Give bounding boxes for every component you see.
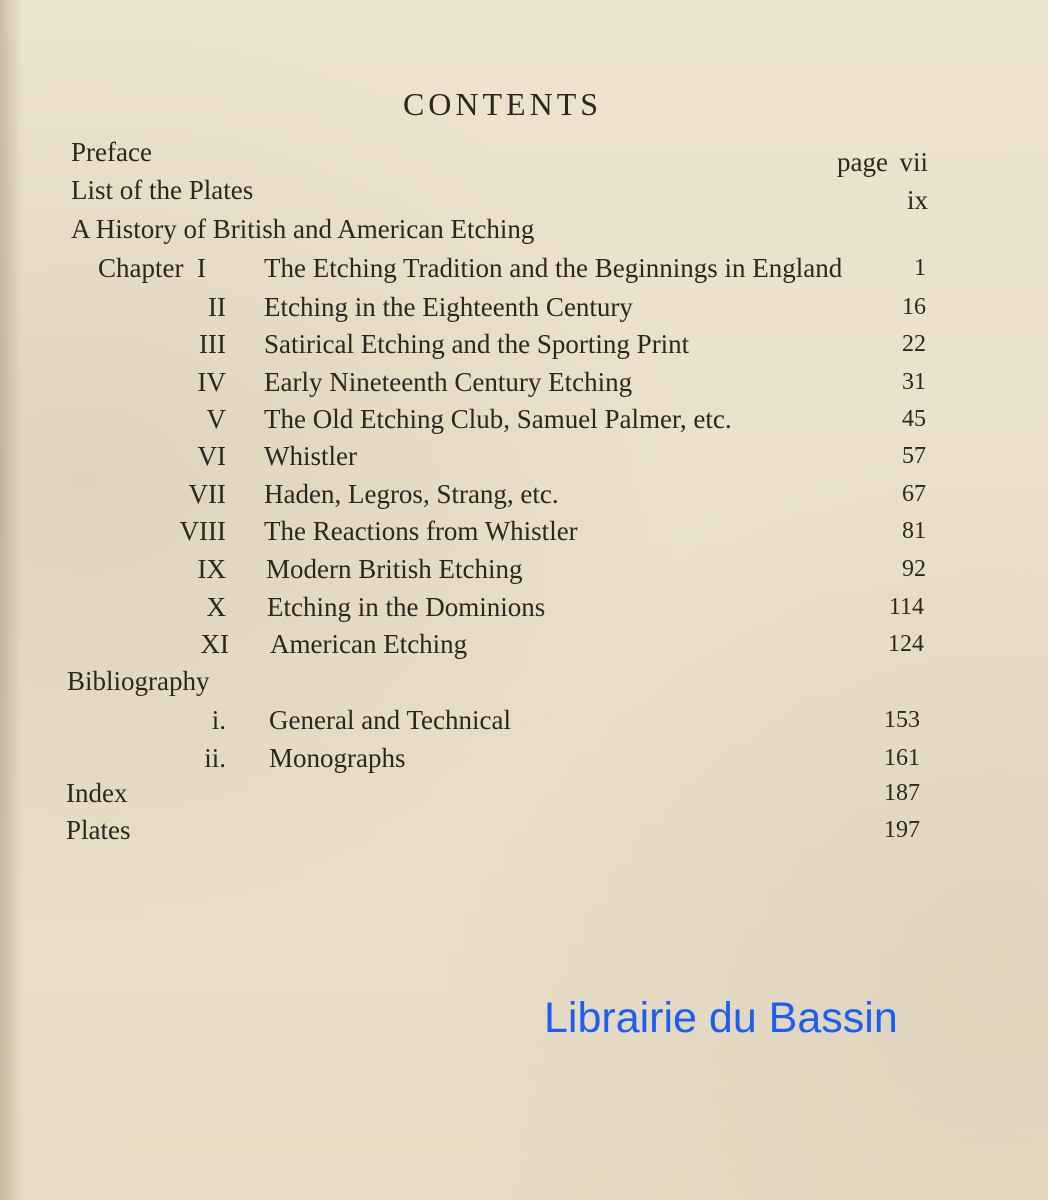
bibliography-page: 153 (884, 707, 920, 733)
chapter-page: 22 (902, 331, 926, 357)
toc-section-bibliography (0, 663, 1048, 699)
toc-chapter-row (0, 364, 1048, 400)
toc-chapter-row (0, 551, 1048, 587)
toc-chapter-row (0, 513, 1048, 549)
chapter-title: Etching in the Dominions (267, 592, 546, 622)
bibliography-page: 161 (884, 745, 920, 771)
chapter-number: VI (197, 441, 226, 471)
bibliography-number: ii. (204, 743, 226, 773)
chapter-page: 45 (902, 406, 926, 432)
chapter-title: The Etching Tradition and the Beginnings in England (264, 253, 843, 283)
seller-watermark: Librairie du Bassin (544, 994, 898, 1042)
toc-entry-label: Preface (71, 137, 152, 167)
toc-bibliography-row (0, 740, 1048, 776)
chapter-page: 31 (902, 369, 926, 395)
bibliography-title: General and Technical (269, 705, 511, 735)
chapter-page: 81 (902, 518, 926, 544)
chapter-title: The Reactions from Whistler (264, 516, 578, 546)
chapter-page: 16 (902, 294, 926, 320)
toc-entry-label: List of the Plates (71, 175, 254, 205)
chapter-number: II (208, 292, 226, 322)
toc-entry-page: ix (906, 185, 928, 215)
page-prefix: page (837, 147, 888, 177)
toc-chapter-row (0, 401, 1048, 437)
chapter-page: 57 (902, 443, 926, 469)
chapter-number: I (197, 253, 206, 283)
toc-entry-index (0, 775, 1048, 811)
chapter-title: American Etching (270, 629, 468, 659)
chapter-number: VII (188, 479, 226, 509)
chapter-page: 67 (902, 481, 926, 507)
toc-entry-label: Plates (66, 815, 131, 845)
toc-chapter-row (0, 476, 1048, 512)
section-heading: A History of British and American Etching (71, 214, 535, 244)
contents-title: CONTENTS (402, 86, 603, 122)
chapter-number: V (206, 404, 226, 434)
toc-chapter-row (0, 289, 1048, 325)
chapter-number: IV (197, 367, 226, 397)
chapter-page: 1 (914, 255, 926, 281)
chapter-title: Whistler (264, 441, 357, 471)
chapter-title: Modern British Etching (266, 554, 523, 584)
toc-bibliography-row (0, 702, 1048, 738)
chapter-number: X (206, 592, 226, 622)
chapter-page: 92 (902, 556, 926, 582)
bibliography-title: Monographs (269, 743, 406, 773)
toc-chapter-row (0, 250, 1048, 286)
section-heading: Bibliography (67, 666, 210, 696)
toc-section-history (0, 211, 1048, 247)
chapter-word: Chapter (98, 253, 184, 283)
chapter-page: 114 (888, 594, 924, 620)
chapter-number: IX (197, 554, 226, 584)
toc-chapter-row (0, 589, 1048, 625)
chapter-title: The Old Etching Club, Samuel Palmer, etc. (264, 404, 732, 434)
chapter-title: Satirical Etching and the Sporting Print (264, 329, 690, 359)
chapter-title: Haden, Legros, Strang, etc. (264, 479, 559, 509)
bibliography-number: i. (211, 705, 226, 735)
toc-entry-page: 187 (884, 780, 920, 806)
toc-entry-plates (0, 812, 1048, 848)
chapter-number: III (199, 329, 226, 359)
chapter-number: XI (200, 629, 229, 659)
chapter-number: VIII (179, 516, 226, 546)
chapter-title: Early Nineteenth Century Etching (264, 367, 633, 397)
toc-entry-page: vii (899, 147, 928, 177)
toc-entry-label: Index (66, 778, 128, 808)
chapter-page: 124 (888, 631, 924, 657)
toc-chapter-row (0, 326, 1048, 362)
toc-entry-page: 197 (884, 817, 920, 843)
chapter-title: Etching in the Eighteenth Century (264, 292, 633, 322)
toc-chapter-row (0, 438, 1048, 474)
toc-chapter-row (0, 626, 1048, 662)
